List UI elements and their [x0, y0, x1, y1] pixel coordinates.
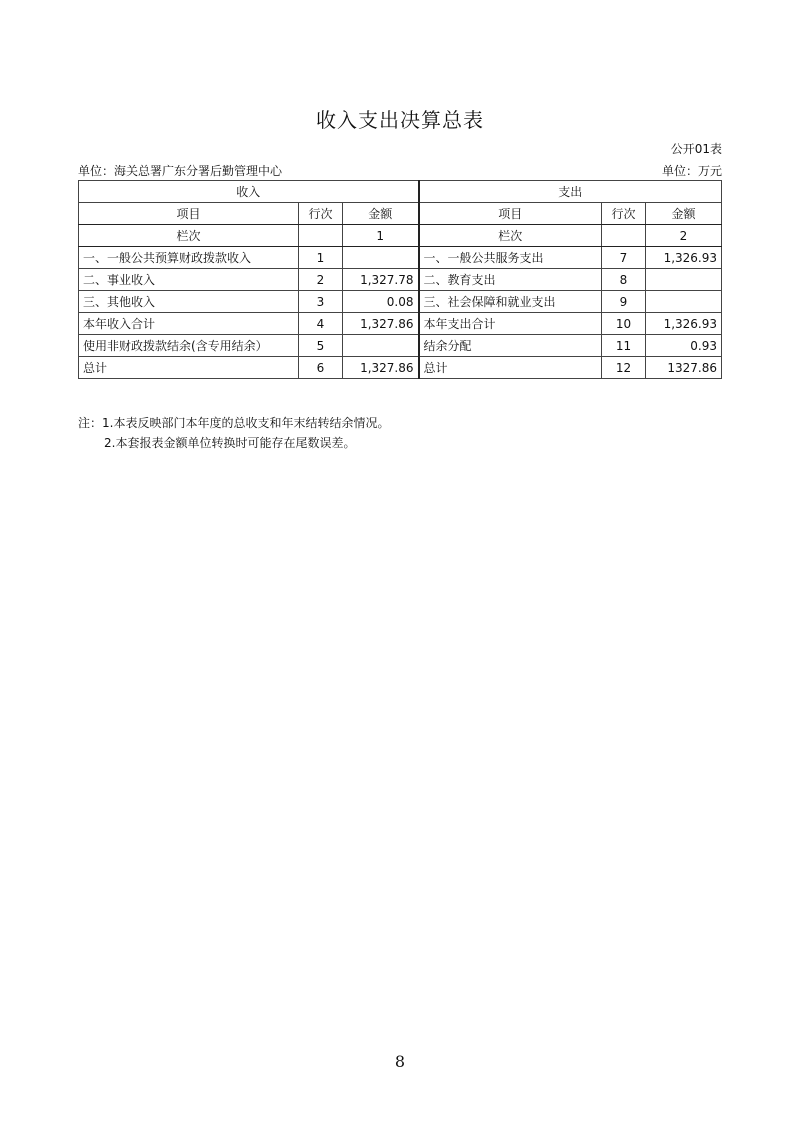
income-item-cell: 本年收入合计 [79, 313, 299, 335]
expense-rowno-header: 行次 [602, 203, 646, 225]
page-title: 收入支出决算总表 [316, 108, 484, 132]
income-rowno-cell: 2 [299, 269, 343, 291]
income-item-cell: 总计 [79, 357, 299, 379]
expense-rowno-cell: 7 [602, 247, 646, 269]
table-row [79, 291, 722, 313]
note-1: 注：1.本表反映部门本年度的总收支和年末结转结余情况。 [78, 416, 390, 430]
expense-rowno-cell: 10 [602, 313, 646, 335]
expense-section-header: 支出 [419, 181, 722, 203]
income-amount-header: 金额 [343, 203, 419, 225]
expense-item-cell: 三、社会保障和就业支出 [419, 291, 602, 313]
expense-amount-cell [646, 291, 722, 313]
expense-item-cell: 总计 [419, 357, 602, 379]
note-2: 2.本套报表金额单位转换时可能存在尾数误差。 [104, 436, 356, 450]
income-amount-cell: 1,327.86 [343, 313, 419, 335]
income-rowno-cell: 5 [299, 335, 343, 357]
column-header-row [79, 203, 722, 225]
expense-col-number: 2 [646, 225, 722, 247]
section-header-row [79, 181, 722, 203]
income-amount-cell: 1,327.86 [343, 357, 419, 379]
income-section-header: 收入 [79, 181, 419, 203]
expense-rowno-cell: 12 [602, 357, 646, 379]
expense-rowno-cell: 8 [602, 269, 646, 291]
income-item-header: 项目 [79, 203, 299, 225]
unit-currency: 单位：万元 [661, 164, 722, 178]
expense-amount-cell: 1,326.93 [646, 313, 722, 335]
page-number: 8 [394, 1052, 406, 1071]
income-amount-cell [343, 247, 419, 269]
expense-amount-cell: 0.93 [646, 335, 722, 357]
table-row [79, 313, 722, 335]
expense-col-label: 栏次 [419, 225, 602, 247]
column-index-row [79, 225, 722, 247]
income-rowno-cell: 3 [299, 291, 343, 313]
income-rowno-cell: 6 [299, 357, 343, 379]
income-rowno-cell: 1 [299, 247, 343, 269]
table-row [79, 247, 722, 269]
expense-item-header: 项目 [419, 203, 602, 225]
income-amount-cell [343, 335, 419, 357]
income-expense-table [78, 180, 722, 379]
table-row [79, 357, 722, 379]
expense-item-cell: 结余分配 [419, 335, 602, 357]
expense-amount-cell: 1,326.93 [646, 247, 722, 269]
income-col-label: 栏次 [79, 225, 299, 247]
income-amount-cell: 0.08 [343, 291, 419, 313]
form-number: 公开01表 [670, 142, 722, 156]
expense-item-cell: 二、教育支出 [419, 269, 602, 291]
footnotes [78, 413, 389, 453]
income-col-blank [299, 225, 343, 247]
expense-item-cell: 一、一般公共服务支出 [419, 247, 602, 269]
expense-rowno-cell: 11 [602, 335, 646, 357]
income-col-number: 1 [343, 225, 419, 247]
expense-amount-header: 金额 [646, 203, 722, 225]
table-row [79, 269, 722, 291]
income-item-cell: 一、一般公共预算财政拨款收入 [79, 247, 299, 269]
unit-organization: 单位：海关总署广东分署后勤管理中心 [78, 164, 283, 178]
income-item-cell: 二、事业收入 [79, 269, 299, 291]
income-rowno-cell: 4 [299, 313, 343, 335]
table-row [79, 335, 722, 357]
expense-col-blank [602, 225, 646, 247]
income-amount-cell: 1,327.78 [343, 269, 419, 291]
expense-item-cell: 本年支出合计 [419, 313, 602, 335]
income-rowno-header: 行次 [299, 203, 343, 225]
income-item-cell: 使用非财政拨款结余(含专用结余） [79, 335, 299, 357]
income-item-cell: 三、其他收入 [79, 291, 299, 313]
expense-amount-cell [646, 269, 722, 291]
expense-amount-cell: 1327.86 [646, 357, 722, 379]
expense-rowno-cell: 9 [602, 291, 646, 313]
